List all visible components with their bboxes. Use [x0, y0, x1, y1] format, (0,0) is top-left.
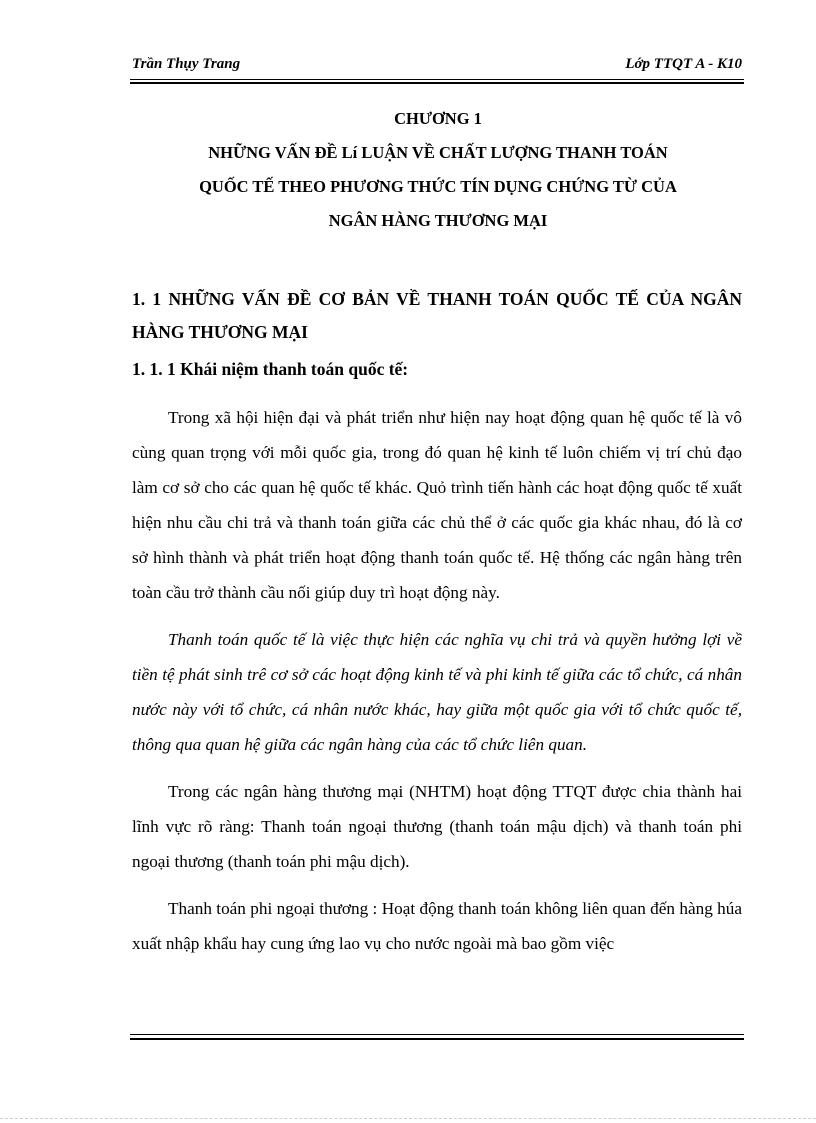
subsection-heading: 1. 1. 1 Khái niệm thanh toán quốc tế: [132, 359, 409, 379]
footer-rule-thick [130, 1038, 744, 1040]
paragraph-3: Trong các ngân hàng thương mại (NHTM) hoạt động TTQT được chia thành hai lĩnh vực rõ ràng: Thanh toán ngoại thương (thanh toán mậu dịch) và thanh toán phi ngoại thương (thanh toán phi mậu dịch). [132, 782, 742, 871]
footer-rule-thin [130, 1034, 744, 1035]
paragraph-1: Trong xã hội hiện đại và phát triển như hiện nay hoạt động quan hệ quốc tế là vô cùng quan trọng với mỗi quốc gia, trong đó quan hệ kinh tế luôn chiếm vị trí chủ đạo làm cơ sở cho các quan hệ quốc tế khác. Quỏ trình tiến hành các hoạt động quốc tế xuất hiện nhu cầu chi trả và thanh toán giữa các chủ thể ở các quốc gia khác nhau, đó là cơ sở hình thành và phát triển hoạt động thanh toán quốc tế. Hệ thống các ngân hàng trên toàn cầu trở thành cầu nối giúp duy trì hoạt động này. [132, 408, 742, 602]
chapter-title-line-1: NHỮNG VẤN ĐỀ Lí LUẬN VỀ CHẤT LƯỢNG THANH TOÁN [208, 143, 668, 162]
chapter-title-line-3: NGÂN HÀNG THƯƠNG MẠI [328, 211, 548, 230]
paragraph-definition: Thanh toán quốc tế là việc thực hiện các nghĩa vụ chi trả và quyền hưởng lợi về tiền tệ phát sinh trê cơ sở các hoạt động kinh tế và phi kinh tế giữa các tổ chức, cá nhân nước này với tổ chức, cá nhân nước khác, hay giữa một quốc gia với tổ chức quốc tế, thông qua quan hệ giữa các ngân hàng của các tổ chức liên quan. [132, 630, 742, 754]
header-rule-thin [130, 79, 744, 80]
page-header [132, 56, 742, 73]
header-rule-thick [130, 82, 744, 84]
header-class: Lớp TTQT A - K10 [625, 56, 742, 72]
chapter-title-line-2: QUỐC TẾ THEO PHƯƠNG THỨC TÍN DỤNG CHỨNG TỪ CỦA [199, 177, 677, 196]
body-text [132, 400, 742, 973]
chapter-heading [140, 102, 736, 238]
chapter-number: CHƯƠNG 1 [394, 109, 482, 128]
section-heading: 1. 1 NHỮNG VẤN ĐỀ CƠ BẢN VỀ THANH TOÁN QUỐC TẾ CỦA NGÂN HÀNG THƯƠNG MẠI [132, 289, 742, 342]
header-author: Trần Thụy Trang [132, 56, 241, 72]
paragraph-4: Thanh toán phi ngoại thương : Hoạt động thanh toán không liên quan đến hàng húa xuất nhập khẩu hay cung ứng lao vụ cho nước ngoài mà bao gồm việc [132, 899, 742, 953]
page-edge [0, 1118, 816, 1120]
